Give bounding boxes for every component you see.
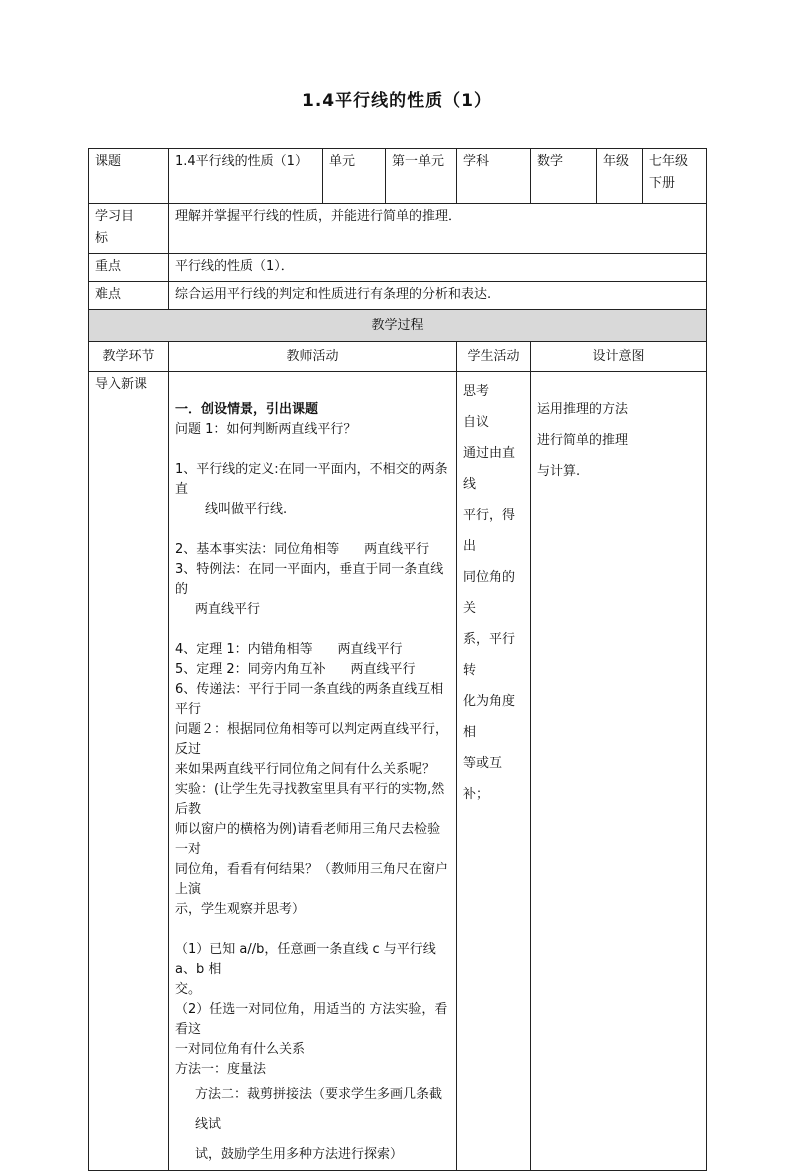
teacher-line: 一．创设情景，引出课题 (175, 402, 319, 417)
difficult-label: 难点 (89, 282, 169, 310)
teacher-line: （1）已知 a//b，任意画一条直线 c 与平行线 a、b 相 (175, 942, 440, 977)
teacher-line: 同位角，看看有何结果？（教师用三角尺在窗户上演 (175, 862, 449, 897)
goal-label: 学习目标 (89, 204, 169, 254)
lesson-plan-table (88, 148, 707, 1171)
unit-label: 单元 (323, 149, 386, 204)
teacher-line: 来如果两直线平行同位角之间有什么关系呢？ (175, 762, 436, 777)
student-line: 系，平行转 (463, 632, 516, 678)
student-line: 等或互补； (463, 756, 503, 802)
process-title: 教学过程 (89, 310, 707, 342)
student-line: 通过由直线 (463, 446, 516, 492)
teacher-line: 线叫做平行线. (205, 502, 288, 517)
student-line: 化为角度相 (463, 694, 516, 740)
topic-label: 课题 (89, 149, 169, 204)
student-activity (457, 372, 531, 1171)
key-label: 重点 (89, 254, 169, 282)
key-row (89, 254, 707, 282)
teacher-line: （2）任选一对同位角，用适当的 方法实验，看看这 (175, 1002, 448, 1037)
header-row (89, 149, 707, 204)
teacher-line: 试，鼓励学生用多种方法进行探索） (195, 1147, 404, 1162)
key-text: 平行线的性质（1）． (169, 254, 707, 282)
subject-label: 学科 (457, 149, 531, 204)
goal-row (89, 204, 707, 254)
teacher-line: 问题 1：如何判断两直线平行？ (175, 422, 357, 437)
stage-label: 导入新课 (89, 372, 169, 1171)
teacher-line: 示，学生观察并思考） (175, 902, 306, 917)
student-line: 自议 (463, 415, 490, 430)
column-stage: 教学环节 (89, 342, 169, 372)
design-intent (531, 372, 707, 1171)
design-line: 进行简单的推理 (537, 433, 629, 448)
unit-value: 第一单元 (386, 149, 457, 204)
teacher-line: 两直线平行 (195, 602, 261, 617)
goal-text: 理解并掌握平行线的性质，并能进行简单的推理． (169, 204, 707, 254)
teacher-line: 方法一：度量法 (175, 1062, 267, 1077)
column-header-row (89, 342, 707, 372)
student-line: 思考 (463, 384, 490, 399)
teacher-line: 实验：(让学生先寻找教室里具有平行的实物,然后教 (175, 782, 445, 817)
teacher-line: 方法二：裁剪拼接法（要求学生多画几条截线试 (195, 1087, 443, 1132)
teacher-line: 5、定理 2：同旁内角互补 两直线平行 (175, 662, 416, 677)
column-student: 学生活动 (457, 342, 531, 372)
topic-value: 1.4平行线的性质（1） (169, 149, 323, 204)
teacher-line: 交。 (175, 982, 202, 997)
process-title-row (89, 310, 707, 342)
difficult-row (89, 282, 707, 310)
design-line: 与计算. (537, 464, 581, 479)
grade-label: 年级 (597, 149, 643, 204)
subject-value: 数学 (531, 149, 597, 204)
teacher-line: 问题２：根据同位角相等可以判定两直线平行，反过 (175, 722, 449, 757)
teacher-line: 师以窗户的横格为例)请看老师用三角尺去检验一对 (175, 822, 441, 857)
teacher-line: 4、定理 1：内错角相等 两直线平行 (175, 642, 403, 657)
difficult-text: 综合运用平行线的判定和性质进行有条理的分析和表达. (169, 282, 707, 310)
teacher-activity (169, 372, 457, 1171)
teacher-line: 6、传递法：平行于同一条直线的两条直线互相平行 (175, 682, 444, 717)
student-line: 同位角的关 (463, 570, 516, 616)
grade-value: 七年级下册 (643, 149, 707, 204)
teacher-line: 一对同位角有什么关系 (175, 1042, 306, 1057)
student-line: 平行，得出 (463, 508, 516, 554)
design-line: 运用推理的方法 (537, 402, 629, 417)
teacher-line: 1、平行线的定义:在同一平面内，不相交的两条直 (175, 462, 448, 497)
column-design: 设计意图 (531, 342, 707, 372)
page-title: 1.4平行线的性质（1） (302, 91, 492, 111)
column-teacher: 教师活动 (169, 342, 457, 372)
content-row (89, 372, 707, 1171)
teacher-line: 3、特例法：在同一平面内，垂直于同一条直线的 (175, 562, 444, 597)
teacher-line: 2、基本事实法：同位角相等 两直线平行 (175, 542, 430, 557)
